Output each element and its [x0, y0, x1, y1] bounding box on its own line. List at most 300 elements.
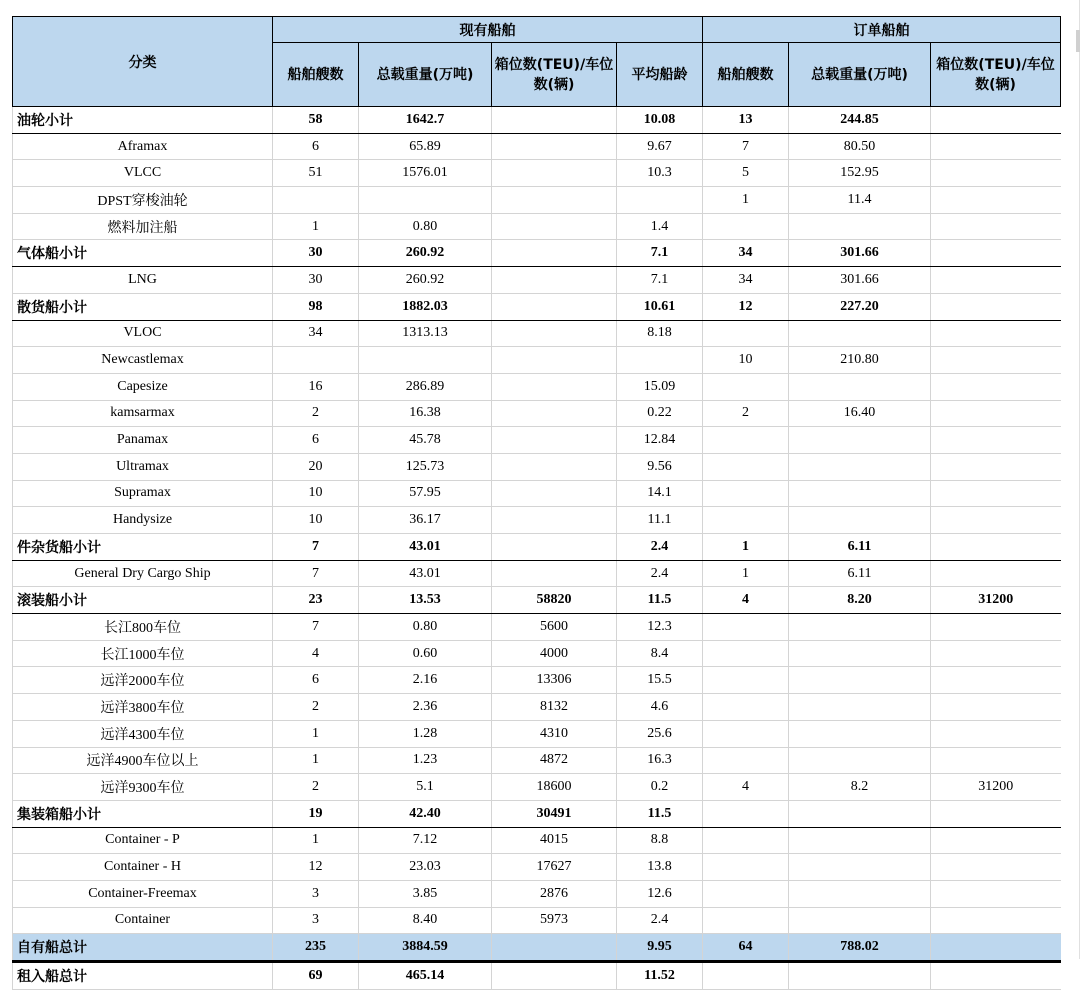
cell-category: 长江800车位 [13, 614, 273, 641]
subtotal-row [13, 107, 1061, 134]
cell-order-ship-count [703, 800, 789, 827]
cell-order-ship-count: 4 [703, 587, 789, 614]
table-row [13, 774, 1061, 801]
cell-order-dwt [789, 213, 931, 240]
table-row [13, 480, 1061, 507]
table-row [13, 560, 1061, 587]
cell-order-dwt [789, 827, 931, 854]
cell-existing-avg-age: 12.6 [617, 880, 703, 907]
cell-order-ship-count [703, 373, 789, 400]
cell-existing-avg-age: 14.1 [617, 480, 703, 507]
cell-order-capacity [931, 347, 1061, 374]
cell-order-dwt [789, 880, 931, 907]
cell-order-capacity [931, 160, 1061, 187]
cell-order-capacity [931, 320, 1061, 347]
cell-category: 件杂货船小计 [13, 534, 273, 561]
cell-existing-capacity [492, 480, 617, 507]
cell-order-dwt [789, 667, 931, 694]
cell-existing-dwt: 5.1 [359, 774, 492, 801]
cell-order-capacity [931, 293, 1061, 320]
cell-existing-dwt: 43.01 [359, 534, 492, 561]
cell-order-ship-count [703, 854, 789, 881]
table-row [13, 747, 1061, 774]
cell-existing-ship-count: 7 [273, 614, 359, 641]
cell-category: 气体船小计 [13, 240, 273, 267]
cell-order-dwt [789, 962, 931, 990]
table-body [13, 107, 1061, 990]
cell-existing-avg-age: 11.1 [617, 507, 703, 534]
cell-order-dwt [789, 640, 931, 667]
cell-existing-avg-age: 8.8 [617, 827, 703, 854]
cell-order-capacity [931, 962, 1061, 990]
cell-order-capacity [931, 827, 1061, 854]
cell-order-ship-count [703, 747, 789, 774]
cell-existing-avg-age: 7.1 [617, 240, 703, 267]
cell-order-ship-count: 12 [703, 293, 789, 320]
cell-category: 燃料加注船 [13, 213, 273, 240]
total-row [13, 962, 1061, 990]
total-row [13, 934, 1061, 962]
cell-category: LNG [13, 267, 273, 294]
cell-existing-ship-count: 235 [273, 934, 359, 962]
cell-order-dwt: 8.2 [789, 774, 931, 801]
cell-existing-dwt: 3884.59 [359, 934, 492, 962]
subtotal-row [13, 293, 1061, 320]
subtotal-row [13, 240, 1061, 267]
cell-order-dwt: 6.11 [789, 560, 931, 587]
cell-order-dwt: 6.11 [789, 534, 931, 561]
cell-existing-dwt: 3.85 [359, 880, 492, 907]
cell-existing-dwt: 260.92 [359, 240, 492, 267]
cell-existing-dwt: 23.03 [359, 854, 492, 881]
cell-order-dwt: 244.85 [789, 107, 931, 134]
cell-order-capacity [931, 934, 1061, 962]
cell-order-dwt [789, 427, 931, 454]
cell-category: 远洋4900车位以上 [13, 747, 273, 774]
cell-category: Ultramax [13, 453, 273, 480]
cell-category: 滚装船小计 [13, 587, 273, 614]
header-order-dwt: 总载重量(万吨) [789, 43, 931, 107]
cell-category: 集装箱船小计 [13, 800, 273, 827]
cell-existing-dwt: 43.01 [359, 560, 492, 587]
cell-order-ship-count: 1 [703, 534, 789, 561]
cell-order-dwt: 16.40 [789, 400, 931, 427]
cell-existing-capacity [492, 187, 617, 214]
cell-order-dwt [789, 320, 931, 347]
header-existing-avg-age: 平均船龄 [617, 43, 703, 107]
table-row [13, 160, 1061, 187]
table-row [13, 907, 1061, 934]
cell-existing-avg-age: 9.95 [617, 934, 703, 962]
cell-existing-ship-count: 2 [273, 774, 359, 801]
cell-order-ship-count [703, 827, 789, 854]
cell-order-dwt: 227.20 [789, 293, 931, 320]
cell-existing-ship-count: 10 [273, 480, 359, 507]
cell-existing-avg-age: 8.4 [617, 640, 703, 667]
cell-category: 散货船小计 [13, 293, 273, 320]
cell-existing-ship-count: 16 [273, 373, 359, 400]
cell-order-capacity [931, 560, 1061, 587]
cell-category: VLCC [13, 160, 273, 187]
cell-order-dwt: 788.02 [789, 934, 931, 962]
cell-order-capacity [931, 640, 1061, 667]
cell-order-capacity [931, 694, 1061, 721]
cell-order-capacity [931, 800, 1061, 827]
cell-existing-dwt: 36.17 [359, 507, 492, 534]
cell-existing-ship-count: 34 [273, 320, 359, 347]
cell-existing-capacity: 4015 [492, 827, 617, 854]
cell-existing-dwt: 7.12 [359, 827, 492, 854]
cell-existing-capacity: 30491 [492, 800, 617, 827]
cell-order-capacity [931, 427, 1061, 454]
cell-existing-ship-count: 69 [273, 962, 359, 990]
cell-order-ship-count: 7 [703, 133, 789, 160]
cell-existing-avg-age: 11.52 [617, 962, 703, 990]
cell-existing-ship-count: 20 [273, 453, 359, 480]
cell-order-ship-count: 1 [703, 560, 789, 587]
header-existing-dwt: 总载重量(万吨) [359, 43, 492, 107]
cell-existing-ship-count: 7 [273, 534, 359, 561]
cell-order-ship-count [703, 213, 789, 240]
cell-existing-dwt: 260.92 [359, 267, 492, 294]
cell-existing-avg-age: 11.5 [617, 800, 703, 827]
cell-existing-capacity [492, 240, 617, 267]
fleet-table [12, 16, 1061, 990]
cell-existing-capacity: 13306 [492, 667, 617, 694]
cell-existing-capacity [492, 507, 617, 534]
cell-order-ship-count [703, 907, 789, 934]
cell-existing-avg-age: 13.8 [617, 854, 703, 881]
cell-existing-capacity [492, 347, 617, 374]
cell-existing-capacity [492, 962, 617, 990]
cell-existing-capacity: 17627 [492, 854, 617, 881]
table-row [13, 827, 1061, 854]
cell-order-capacity [931, 907, 1061, 934]
cell-category: Panamax [13, 427, 273, 454]
cell-order-ship-count [703, 614, 789, 641]
cell-existing-dwt: 0.80 [359, 213, 492, 240]
table-row [13, 667, 1061, 694]
cell-existing-avg-age: 8.18 [617, 320, 703, 347]
cell-existing-avg-age: 4.6 [617, 694, 703, 721]
table-row [13, 133, 1061, 160]
cell-order-dwt [789, 854, 931, 881]
cell-existing-capacity [492, 453, 617, 480]
cell-order-ship-count [703, 694, 789, 721]
cell-existing-capacity [492, 534, 617, 561]
cell-order-ship-count [703, 720, 789, 747]
cell-existing-dwt [359, 347, 492, 374]
cell-existing-avg-age: 9.56 [617, 453, 703, 480]
cell-existing-avg-age: 2.4 [617, 560, 703, 587]
cell-order-capacity [931, 667, 1061, 694]
cell-category: 远洋4300车位 [13, 720, 273, 747]
cell-order-ship-count: 5 [703, 160, 789, 187]
cell-existing-capacity: 18600 [492, 774, 617, 801]
table-row [13, 373, 1061, 400]
cell-existing-avg-age: 10.3 [617, 160, 703, 187]
cell-existing-ship-count: 23 [273, 587, 359, 614]
cell-existing-dwt: 1882.03 [359, 293, 492, 320]
cell-order-capacity [931, 747, 1061, 774]
cell-existing-dwt: 45.78 [359, 427, 492, 454]
cell-category: kamsarmax [13, 400, 273, 427]
cell-order-capacity [931, 400, 1061, 427]
cell-existing-avg-age [617, 187, 703, 214]
cell-category: DPST穿梭油轮 [13, 187, 273, 214]
table-row [13, 427, 1061, 454]
cell-existing-capacity: 4000 [492, 640, 617, 667]
cell-order-capacity [931, 880, 1061, 907]
cell-category: Supramax [13, 480, 273, 507]
cell-category: Handysize [13, 507, 273, 534]
cell-order-ship-count [703, 640, 789, 667]
cell-existing-capacity [492, 320, 617, 347]
cell-existing-ship-count: 58 [273, 107, 359, 134]
cell-category: General Dry Cargo Ship [13, 560, 273, 587]
cell-existing-capacity [492, 133, 617, 160]
cell-existing-capacity: 4310 [492, 720, 617, 747]
cell-existing-avg-age: 2.4 [617, 907, 703, 934]
cell-order-capacity [931, 240, 1061, 267]
header-order-capacity: 箱位数(TEU)/车位数(辆) [931, 43, 1061, 107]
cell-existing-avg-age: 9.67 [617, 133, 703, 160]
cell-order-ship-count: 10 [703, 347, 789, 374]
cell-existing-avg-age: 15.09 [617, 373, 703, 400]
cell-existing-dwt: 465.14 [359, 962, 492, 990]
header-order-ship-count: 船舶艘数 [703, 43, 789, 107]
cell-existing-avg-age: 11.5 [617, 587, 703, 614]
cell-order-dwt [789, 480, 931, 507]
cell-order-ship-count: 64 [703, 934, 789, 962]
header-category: 分类 [13, 17, 273, 107]
cell-existing-avg-age: 15.5 [617, 667, 703, 694]
cell-existing-ship-count: 30 [273, 267, 359, 294]
cell-existing-ship-count: 19 [273, 800, 359, 827]
cell-existing-capacity [492, 560, 617, 587]
cell-existing-ship-count: 6 [273, 427, 359, 454]
cell-category: 自有船总计 [13, 934, 273, 962]
cell-existing-dwt [359, 187, 492, 214]
cell-order-capacity [931, 213, 1061, 240]
subtotal-row [13, 534, 1061, 561]
cell-existing-avg-age: 10.61 [617, 293, 703, 320]
cell-order-dwt [789, 507, 931, 534]
cell-existing-ship-count: 3 [273, 880, 359, 907]
cell-existing-capacity [492, 400, 617, 427]
cell-existing-dwt: 57.95 [359, 480, 492, 507]
cell-order-ship-count: 4 [703, 774, 789, 801]
header-existing-ship-count: 船舶艘数 [273, 43, 359, 107]
cell-category: Container-Freemax [13, 880, 273, 907]
cell-existing-avg-age: 2.4 [617, 534, 703, 561]
cell-existing-capacity [492, 213, 617, 240]
cell-existing-ship-count: 10 [273, 507, 359, 534]
cell-category: Container - H [13, 854, 273, 881]
cell-order-ship-count [703, 453, 789, 480]
cell-order-dwt [789, 453, 931, 480]
cell-order-dwt [789, 614, 931, 641]
cell-order-dwt [789, 800, 931, 827]
cell-existing-ship-count: 1 [273, 720, 359, 747]
cell-category: Container [13, 907, 273, 934]
cell-order-capacity [931, 133, 1061, 160]
table-row [13, 694, 1061, 721]
cell-category: 远洋9300车位 [13, 774, 273, 801]
cell-order-capacity [931, 107, 1061, 134]
table-row [13, 267, 1061, 294]
cell-existing-ship-count: 6 [273, 667, 359, 694]
table-row [13, 213, 1061, 240]
header-order-group: 订单船舶 [703, 17, 1061, 43]
cell-existing-capacity [492, 267, 617, 294]
cell-existing-capacity [492, 160, 617, 187]
cell-existing-capacity [492, 293, 617, 320]
cell-existing-capacity: 5600 [492, 614, 617, 641]
cell-existing-ship-count: 2 [273, 694, 359, 721]
cell-existing-dwt: 2.16 [359, 667, 492, 694]
cell-existing-dwt: 0.60 [359, 640, 492, 667]
cell-order-dwt: 301.66 [789, 267, 931, 294]
cell-order-capacity [931, 854, 1061, 881]
cell-existing-capacity: 4872 [492, 747, 617, 774]
cell-existing-ship-count [273, 347, 359, 374]
table-row [13, 320, 1061, 347]
table-row [13, 720, 1061, 747]
cell-order-capacity [931, 187, 1061, 214]
cell-existing-avg-age: 12.3 [617, 614, 703, 641]
cell-order-capacity [931, 453, 1061, 480]
cell-existing-ship-count: 51 [273, 160, 359, 187]
cell-existing-ship-count: 7 [273, 560, 359, 587]
cell-order-ship-count [703, 507, 789, 534]
cell-order-dwt [789, 907, 931, 934]
cell-existing-dwt: 1.28 [359, 720, 492, 747]
table-row [13, 854, 1061, 881]
cell-order-capacity [931, 534, 1061, 561]
cell-order-dwt [789, 373, 931, 400]
table-row [13, 640, 1061, 667]
cell-existing-dwt: 8.40 [359, 907, 492, 934]
cell-existing-capacity [492, 934, 617, 962]
cell-order-capacity [931, 507, 1061, 534]
cell-existing-avg-age: 1.4 [617, 213, 703, 240]
cell-existing-capacity [492, 427, 617, 454]
subtotal-row [13, 587, 1061, 614]
cell-category: 远洋3800车位 [13, 694, 273, 721]
cell-order-dwt: 210.80 [789, 347, 931, 374]
cell-existing-dwt: 65.89 [359, 133, 492, 160]
cell-category: 远洋2000车位 [13, 667, 273, 694]
cell-category: Aframax [13, 133, 273, 160]
cell-existing-capacity [492, 373, 617, 400]
cell-existing-capacity: 8132 [492, 694, 617, 721]
table-row [13, 400, 1061, 427]
cell-category: Newcastlemax [13, 347, 273, 374]
cell-order-ship-count: 34 [703, 240, 789, 267]
cell-existing-capacity: 2876 [492, 880, 617, 907]
cell-existing-dwt: 1642.7 [359, 107, 492, 134]
cell-order-dwt: 11.4 [789, 187, 931, 214]
cell-existing-dwt: 16.38 [359, 400, 492, 427]
table-row [13, 614, 1061, 641]
window-edge-tab [1076, 30, 1080, 52]
cell-existing-avg-age: 16.3 [617, 747, 703, 774]
cell-category: 租入船总计 [13, 962, 273, 990]
cell-order-ship-count: 13 [703, 107, 789, 134]
cell-category: 长江1000车位 [13, 640, 273, 667]
cell-order-ship-count: 1 [703, 187, 789, 214]
subtotal-row [13, 800, 1061, 827]
cell-order-ship-count [703, 480, 789, 507]
cell-existing-avg-age: 25.6 [617, 720, 703, 747]
cell-order-ship-count [703, 427, 789, 454]
cell-existing-dwt: 125.73 [359, 453, 492, 480]
cell-existing-dwt: 0.80 [359, 614, 492, 641]
cell-existing-dwt: 1313.13 [359, 320, 492, 347]
header-existing-capacity: 箱位数(TEU)/车位数(辆) [492, 43, 617, 107]
cell-existing-ship-count: 2 [273, 400, 359, 427]
cell-order-dwt [789, 720, 931, 747]
cell-existing-dwt: 13.53 [359, 587, 492, 614]
cell-order-ship-count: 2 [703, 400, 789, 427]
cell-existing-avg-age: 10.08 [617, 107, 703, 134]
cell-existing-dwt: 286.89 [359, 373, 492, 400]
cell-existing-dwt: 1.23 [359, 747, 492, 774]
table-row [13, 187, 1061, 214]
cell-existing-dwt: 1576.01 [359, 160, 492, 187]
cell-order-ship-count: 34 [703, 267, 789, 294]
table-header [13, 17, 1061, 107]
cell-order-dwt: 301.66 [789, 240, 931, 267]
table-row [13, 347, 1061, 374]
table-row [13, 880, 1061, 907]
cell-existing-dwt: 42.40 [359, 800, 492, 827]
cell-category: VLOC [13, 320, 273, 347]
cell-existing-ship-count: 1 [273, 213, 359, 240]
cell-existing-ship-count: 30 [273, 240, 359, 267]
cell-existing-capacity [492, 107, 617, 134]
cell-existing-avg-age: 0.2 [617, 774, 703, 801]
cell-order-dwt [789, 747, 931, 774]
table-row [13, 453, 1061, 480]
cell-order-capacity [931, 267, 1061, 294]
cell-category: Capesize [13, 373, 273, 400]
cell-order-dwt: 80.50 [789, 133, 931, 160]
cell-order-ship-count [703, 962, 789, 990]
cell-existing-avg-age: 7.1 [617, 267, 703, 294]
cell-existing-avg-age [617, 347, 703, 374]
cell-order-capacity: 31200 [931, 774, 1061, 801]
cell-order-capacity [931, 480, 1061, 507]
cell-category: Container - P [13, 827, 273, 854]
cell-existing-ship-count [273, 187, 359, 214]
cell-existing-capacity: 5973 [492, 907, 617, 934]
cell-order-dwt [789, 694, 931, 721]
cell-existing-ship-count: 6 [273, 133, 359, 160]
cell-category: 油轮小计 [13, 107, 273, 134]
cell-existing-ship-count: 1 [273, 747, 359, 774]
cell-existing-ship-count: 12 [273, 854, 359, 881]
cell-order-capacity: 31200 [931, 587, 1061, 614]
cell-existing-ship-count: 4 [273, 640, 359, 667]
cell-order-ship-count [703, 880, 789, 907]
cell-existing-avg-age: 0.22 [617, 400, 703, 427]
cell-order-capacity [931, 614, 1061, 641]
header-existing-group: 现有船舶 [273, 17, 703, 43]
cell-existing-dwt: 2.36 [359, 694, 492, 721]
cell-order-dwt: 8.20 [789, 587, 931, 614]
